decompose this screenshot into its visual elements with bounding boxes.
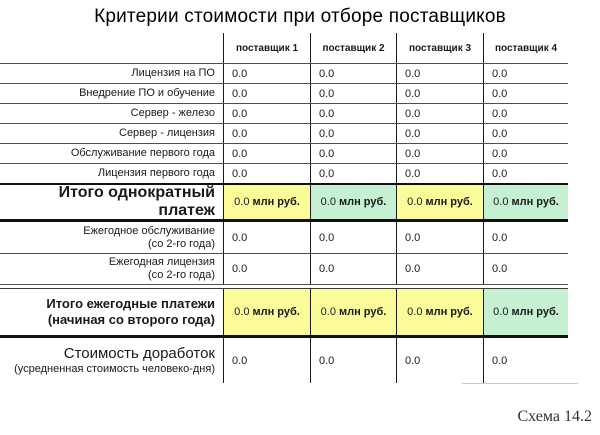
cell-value: 0.0 (223, 144, 310, 163)
total-cell (310, 289, 396, 335)
total-value: 0.0 (234, 306, 250, 318)
cell-value: 0.0 (396, 222, 483, 253)
cell-value: 0.0 (310, 104, 396, 123)
table-row-total-annual (0, 288, 568, 338)
row-label (0, 254, 223, 284)
total-unit: млн руб. (252, 196, 300, 208)
total-unit: млн руб. (511, 306, 559, 318)
cell-value: 0.0 (396, 164, 483, 183)
total-value: 0.0 (234, 196, 250, 208)
cell-value: 0.0 (310, 84, 396, 103)
row-label-line2: (со 2-го года) (147, 269, 215, 281)
cell-value: 0.0 (396, 124, 483, 143)
total-value: 0.0 (320, 306, 336, 318)
table-row-annual-license (0, 253, 568, 285)
faint-artifact-line (462, 383, 578, 384)
cell-value: 0.0 (223, 222, 310, 253)
table-row-first-year-license (0, 163, 568, 183)
cell-value: 0.0 (396, 84, 483, 103)
column-header-supplier-4: поставщик 4 (483, 33, 568, 63)
suppliers-cost-table (0, 33, 568, 383)
total-cell (223, 289, 310, 335)
total-annual-label-line2: (начиная со второго года) (47, 312, 215, 327)
cell-value: 0.0 (483, 104, 568, 123)
table-row-server-license (0, 123, 568, 143)
cell-value: 0.0 (483, 338, 568, 383)
page-title: Критерии стоимости при отборе поставщиков (94, 6, 506, 27)
cell-value: 0.0 (223, 104, 310, 123)
cell-value: 0.0 (483, 164, 568, 183)
cell-value: 0.0 (223, 164, 310, 183)
cell-value: 0.0 (223, 254, 310, 284)
row-label (0, 222, 223, 253)
cell-value: 0.0 (223, 124, 310, 143)
cell-value: 0.0 (483, 64, 568, 83)
table-row-rework-cost (0, 338, 568, 383)
row-label: Лицензия на ПО (131, 67, 215, 79)
table-row-first-year-service (0, 143, 568, 163)
total-cell (396, 185, 483, 219)
row-label: Сервер - железо (130, 107, 215, 119)
total-cell (483, 289, 568, 335)
total-cell (223, 185, 310, 219)
row-label-line1: Ежегодная лицензия (108, 256, 215, 268)
cell-value: 0.0 (483, 144, 568, 163)
row-label: Сервер - лицензия (119, 127, 215, 139)
table-row-implementation-training (0, 83, 568, 103)
total-value: 0.0 (493, 196, 509, 208)
figure-caption: Схема 14.2 (517, 408, 592, 425)
cell-value: 0.0 (310, 124, 396, 143)
table-row-server-hardware (0, 103, 568, 123)
table-header-row (0, 33, 568, 63)
cell-value: 0.0 (396, 64, 483, 83)
total-unit: млн руб. (511, 196, 559, 208)
total-onetime-label: Итого однократный платеж (58, 184, 215, 219)
cell-value: 0.0 (310, 222, 396, 253)
cell-value: 0.0 (396, 144, 483, 163)
table-row-total-onetime (0, 183, 568, 222)
cell-value: 0.0 (396, 254, 483, 284)
total-cell (310, 185, 396, 219)
header-spacer (0, 33, 223, 63)
cell-value: 0.0 (310, 144, 396, 163)
cell-value: 0.0 (483, 124, 568, 143)
row-label-line1: Стоимость доработок (63, 345, 215, 362)
cell-value: 0.0 (396, 338, 483, 383)
row-label-line2: (усредненная стоимость человеко-дня) (14, 363, 215, 375)
row-label: Внедрение ПО и обучение (79, 87, 215, 99)
cell-value: 0.0 (310, 338, 396, 383)
column-header-supplier-3: поставщик 3 (396, 33, 483, 63)
row-label (0, 338, 223, 383)
row-label-line1: Ежегодное обслуживание (83, 224, 215, 237)
total-unit: млн руб. (425, 196, 473, 208)
cell-value: 0.0 (310, 64, 396, 83)
total-unit: млн руб. (338, 196, 387, 208)
total-value: 0.0 (407, 196, 423, 208)
cell-value: 0.0 (223, 64, 310, 83)
total-value: 0.0 (320, 196, 336, 208)
row-label: Лицензия первого года (97, 167, 215, 179)
cell-value: 0.0 (223, 84, 310, 103)
total-unit: млн руб. (425, 306, 473, 318)
total-annual-label-line1: Итого ежегодные платежи (46, 296, 215, 311)
cell-value: 0.0 (483, 222, 568, 253)
row-label: Обслуживание первого года (70, 147, 215, 159)
total-annual-label (0, 289, 223, 335)
cell-value: 0.0 (396, 104, 483, 123)
cell-value: 0.0 (223, 338, 310, 383)
total-cell (396, 289, 483, 335)
total-value: 0.0 (407, 306, 423, 318)
row-label-line2: (со 2-го года) (147, 237, 215, 250)
total-unit: млн руб. (338, 306, 387, 318)
column-header-supplier-1: поставщик 1 (223, 33, 310, 63)
cell-value: 0.0 (483, 254, 568, 284)
table-row-annual-service (0, 222, 568, 253)
total-unit: млн руб. (252, 306, 300, 318)
total-cell (483, 185, 568, 219)
table-row-license-software (0, 63, 568, 83)
total-value: 0.0 (493, 306, 509, 318)
cell-value: 0.0 (310, 164, 396, 183)
column-header-supplier-2: поставщик 2 (310, 33, 396, 63)
cell-value: 0.0 (483, 84, 568, 103)
cell-value: 0.0 (310, 254, 396, 284)
